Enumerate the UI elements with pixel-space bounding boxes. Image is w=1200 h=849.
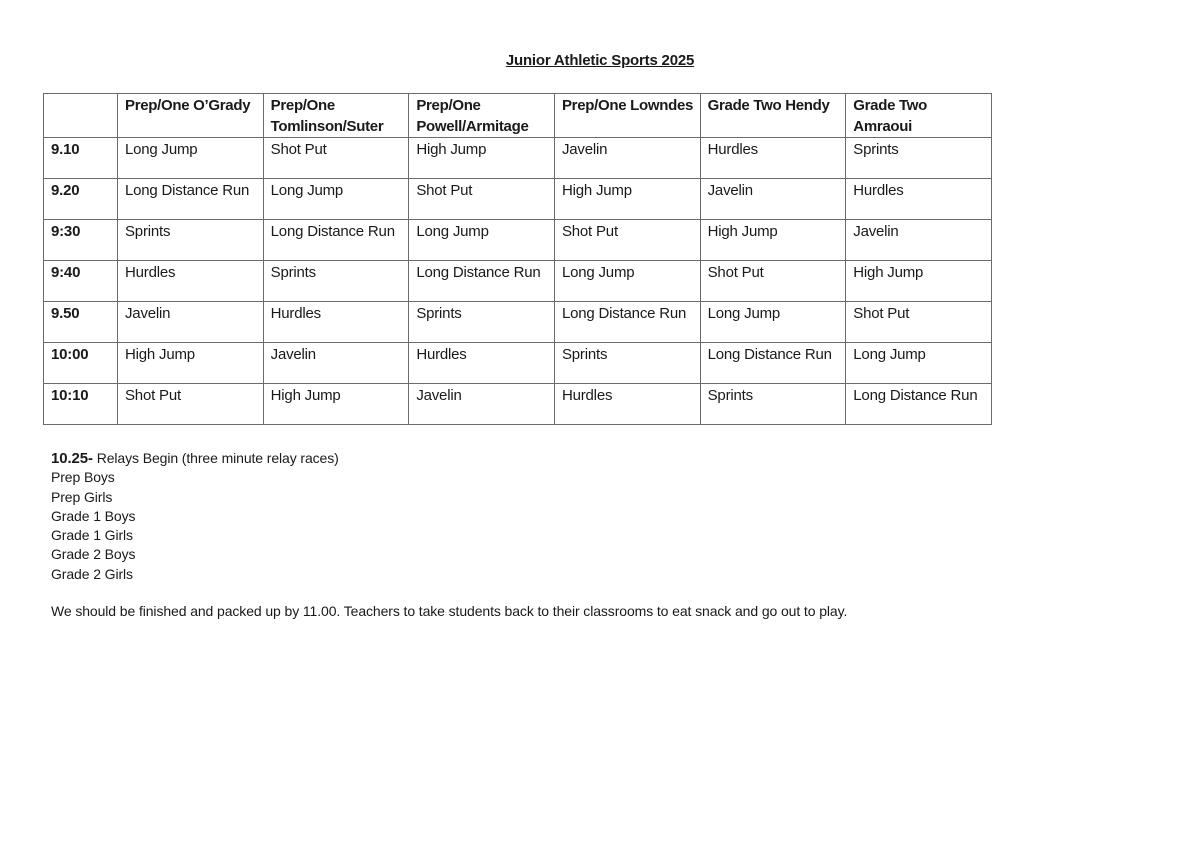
relay-description: Relays Begin (three minute relay races) bbox=[92, 450, 339, 466]
event-cell: Long Distance Run bbox=[700, 343, 846, 384]
event-cell: Javelin bbox=[554, 138, 700, 179]
event-cell: Javelin bbox=[700, 179, 846, 220]
list-item: Prep Boys bbox=[51, 469, 115, 486]
table-row bbox=[44, 384, 992, 425]
schedule-table bbox=[43, 93, 992, 425]
event-cell: High Jump bbox=[700, 220, 846, 261]
column-header: Grade Two Amraoui bbox=[846, 94, 992, 138]
event-cell: Javelin bbox=[409, 384, 555, 425]
event-cell: Sprints bbox=[846, 138, 992, 179]
column-header: Grade Two Hendy bbox=[700, 94, 846, 138]
event-cell: High Jump bbox=[846, 261, 992, 302]
time-cell: 9:40 bbox=[44, 261, 118, 302]
time-cell: 9.10 bbox=[44, 138, 118, 179]
event-cell: Sprints bbox=[118, 220, 264, 261]
event-cell: Long Distance Run bbox=[118, 179, 264, 220]
table-row bbox=[44, 138, 992, 179]
event-cell: Hurdles bbox=[409, 343, 555, 384]
event-cell: Hurdles bbox=[263, 302, 409, 343]
column-header: Prep/One O’Grady bbox=[118, 94, 264, 138]
table-row bbox=[44, 220, 992, 261]
time-cell: 10:00 bbox=[44, 343, 118, 384]
event-cell: Hurdles bbox=[700, 138, 846, 179]
event-cell: High Jump bbox=[263, 384, 409, 425]
time-cell: 9.20 bbox=[44, 179, 118, 220]
event-cell: Sprints bbox=[409, 302, 555, 343]
table-row bbox=[44, 179, 992, 220]
closing-note: We should be finished and packed up by 11.00. Teachers to take students back to their classrooms to eat snack and go out to play. bbox=[51, 603, 848, 619]
event-cell: High Jump bbox=[118, 343, 264, 384]
event-cell: Shot Put bbox=[700, 261, 846, 302]
event-cell: Shot Put bbox=[554, 220, 700, 261]
table-row bbox=[44, 302, 992, 343]
list-item: Grade 1 Boys bbox=[51, 507, 136, 524]
event-cell: Long Distance Run bbox=[846, 384, 992, 425]
relay-group-list bbox=[51, 468, 339, 584]
list-item: Grade 2 Girls bbox=[51, 565, 133, 582]
relay-section bbox=[51, 449, 339, 584]
list-item: Grade 2 Boys bbox=[51, 546, 136, 563]
event-cell: High Jump bbox=[554, 179, 700, 220]
event-cell: Sprints bbox=[554, 343, 700, 384]
event-cell: Long Jump bbox=[118, 138, 264, 179]
event-cell: Sprints bbox=[700, 384, 846, 425]
event-cell: Long Jump bbox=[263, 179, 409, 220]
table-row bbox=[44, 261, 992, 302]
event-cell: Javelin bbox=[263, 343, 409, 384]
event-cell: Long Jump bbox=[554, 261, 700, 302]
time-cell: 9.50 bbox=[44, 302, 118, 343]
column-header: Prep/One Lowndes bbox=[554, 94, 700, 138]
event-cell: Long Distance Run bbox=[263, 220, 409, 261]
event-cell: Shot Put bbox=[846, 302, 992, 343]
relay-start-time: 10.25- bbox=[51, 450, 93, 467]
time-cell: 10:10 bbox=[44, 384, 118, 425]
event-cell: Javelin bbox=[118, 302, 264, 343]
event-cell: Hurdles bbox=[554, 384, 700, 425]
event-cell: Shot Put bbox=[263, 138, 409, 179]
event-cell: Long Distance Run bbox=[554, 302, 700, 343]
time-column-header bbox=[44, 94, 118, 138]
event-cell: High Jump bbox=[409, 138, 555, 179]
list-item: Grade 1 Girls bbox=[51, 527, 133, 544]
event-cell: Shot Put bbox=[409, 179, 555, 220]
column-header: Prep/One Tomlinson/Suter bbox=[263, 94, 409, 138]
event-cell: Hurdles bbox=[118, 261, 264, 302]
event-cell: Sprints bbox=[263, 261, 409, 302]
event-cell: Long Distance Run bbox=[409, 261, 555, 302]
page-title: Junior Athletic Sports 2025 bbox=[505, 52, 695, 69]
event-cell: Long Jump bbox=[409, 220, 555, 261]
table-header-row bbox=[44, 94, 992, 138]
event-cell: Long Jump bbox=[846, 343, 992, 384]
event-cell: Hurdles bbox=[846, 179, 992, 220]
list-item: Prep Girls bbox=[51, 488, 113, 505]
relay-start-line bbox=[51, 449, 339, 468]
time-cell: 9:30 bbox=[44, 220, 118, 261]
column-header: Prep/One Powell/Armitage bbox=[409, 94, 555, 138]
event-cell: Shot Put bbox=[118, 384, 264, 425]
event-cell: Javelin bbox=[846, 220, 992, 261]
event-cell: Long Jump bbox=[700, 302, 846, 343]
table-row bbox=[44, 343, 992, 384]
